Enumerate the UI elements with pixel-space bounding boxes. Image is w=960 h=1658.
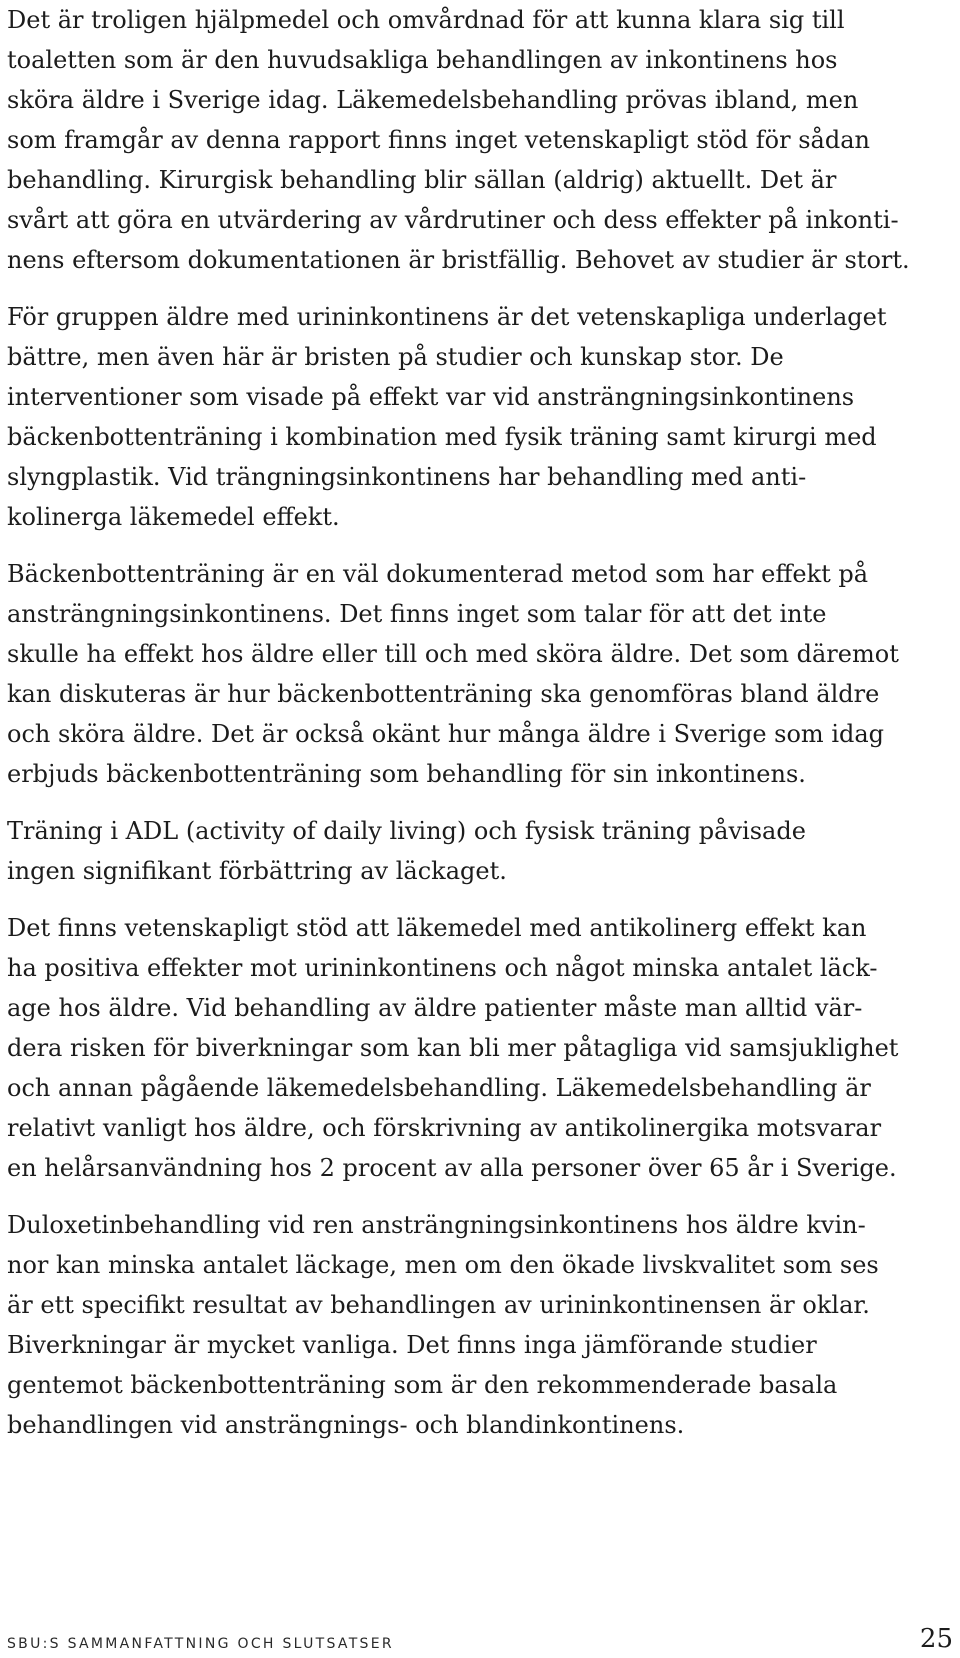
text-line: Det finns vetenskapligt stöd att läkemedel med antikolinerg effekt kan (7, 914, 867, 942)
text-line: är ett specifikt resultat av behandlingen av urininkontinensen är oklar. (7, 1291, 870, 1319)
page-number: 25 (919, 1624, 953, 1654)
text-line: behandling. Kirurgisk behandling blir sällan (aldrig) aktuellt. Det är (7, 166, 837, 194)
text-line: och sköra äldre. Det är också okänt hur många äldre i Sverige som idag (7, 720, 885, 748)
text-line: gentemot bäckenbottenträning som är den rekommenderade basala (7, 1371, 838, 1399)
text-line: erbjuds bäckenbottenträning som behandling för sin inkontinens. (7, 760, 806, 788)
text-line: Träning i ADL (activity of daily living) och fysisk träning påvisade (7, 817, 806, 845)
text-line: relativt vanligt hos äldre, och förskrivning av antikolinergika motsvarar (7, 1114, 882, 1142)
text-line: ha positiva effekter mot urininkontinens och något minska antalet läck- (7, 954, 878, 982)
text-line: kan diskuteras är hur bäckenbottenträning ska genomföras bland äldre (7, 680, 880, 708)
text-line: age hos äldre. Vid behandling av äldre patienter måste man alltid vär- (7, 994, 863, 1022)
paragraph-1 (7, 0, 953, 280)
text-line: sköra äldre i Sverige idag. Läkemedelsbehandling prövas ibland, men (7, 86, 859, 114)
text-line: Biverkningar är mycket vanliga. Det finns inga jämförande studier (7, 1331, 817, 1359)
paragraph-5 (7, 908, 953, 1188)
text-line: som framgår av denna rapport finns inget vetenskapligt stöd för sådan (7, 126, 870, 154)
document-page (7, 0, 953, 1658)
text-line: nor kan minska antalet läckage, men om den ökade livskvalitet som ses (7, 1251, 879, 1279)
text-line: nens eftersom dokumentationen är bristfällig. Behovet av studier är stort. (7, 246, 910, 274)
paragraph-6 (7, 1205, 953, 1445)
text-line: skulle ha effekt hos äldre eller till och med sköra äldre. Det som däremot (7, 640, 899, 668)
text-line: och annan pågående läkemedelsbehandling. Läkemedelsbehandling är (7, 1074, 871, 1102)
footer-section-title: SBU:S SAMMANFATTNING OCH SLUTSATSER (7, 1636, 394, 1652)
text-line: Bäckenbottenträning är en väl dokumenterad metod som har effekt på (7, 560, 869, 588)
text-line: Duloxetinbehandling vid ren ansträngningsinkontinens hos äldre kvin- (7, 1211, 866, 1239)
paragraph-4 (7, 811, 953, 891)
text-line: behandlingen vid ansträngnings- och blandinkontinens. (7, 1411, 685, 1439)
text-line: en helårsanvändning hos 2 procent av alla personer över 65 år i Sverige. (7, 1154, 897, 1182)
text-line: För gruppen äldre med urininkontinens är det vetenskapliga underlaget (7, 303, 887, 331)
text-line: bättre, men även här är bristen på studier och kunskap stor. De (7, 343, 784, 371)
text-line: ansträngningsinkontinens. Det finns inget som talar för att det inte (7, 600, 827, 628)
paragraph-2 (7, 297, 953, 537)
paragraph-3 (7, 554, 953, 794)
text-line: kolinerga läkemedel effekt. (7, 503, 340, 531)
text-line: ingen signifikant förbättring av läckaget. (7, 857, 507, 885)
text-line: interventioner som visade på effekt var vid ansträngningsinkontinens (7, 383, 855, 411)
text-line: dera risken för biverkningar som kan bli mer påtagliga vid samsjuklighet (7, 1034, 899, 1062)
text-line: Det är troligen hjälpmedel och omvårdnad för att kunna klara sig till (7, 6, 845, 34)
page-footer (7, 1618, 953, 1654)
body-text (7, 0, 953, 1462)
text-line: bäckenbottenträning i kombination med fysik träning samt kirurgi med (7, 423, 877, 451)
text-line: svårt att göra en utvärdering av vårdrutiner och dess effekter på inkonti- (7, 206, 899, 234)
text-line: toaletten som är den huvudsakliga behandlingen av inkontinens hos (7, 46, 838, 74)
text-line: slyngplastik. Vid trängningsinkontinens har behandling med anti- (7, 463, 807, 491)
